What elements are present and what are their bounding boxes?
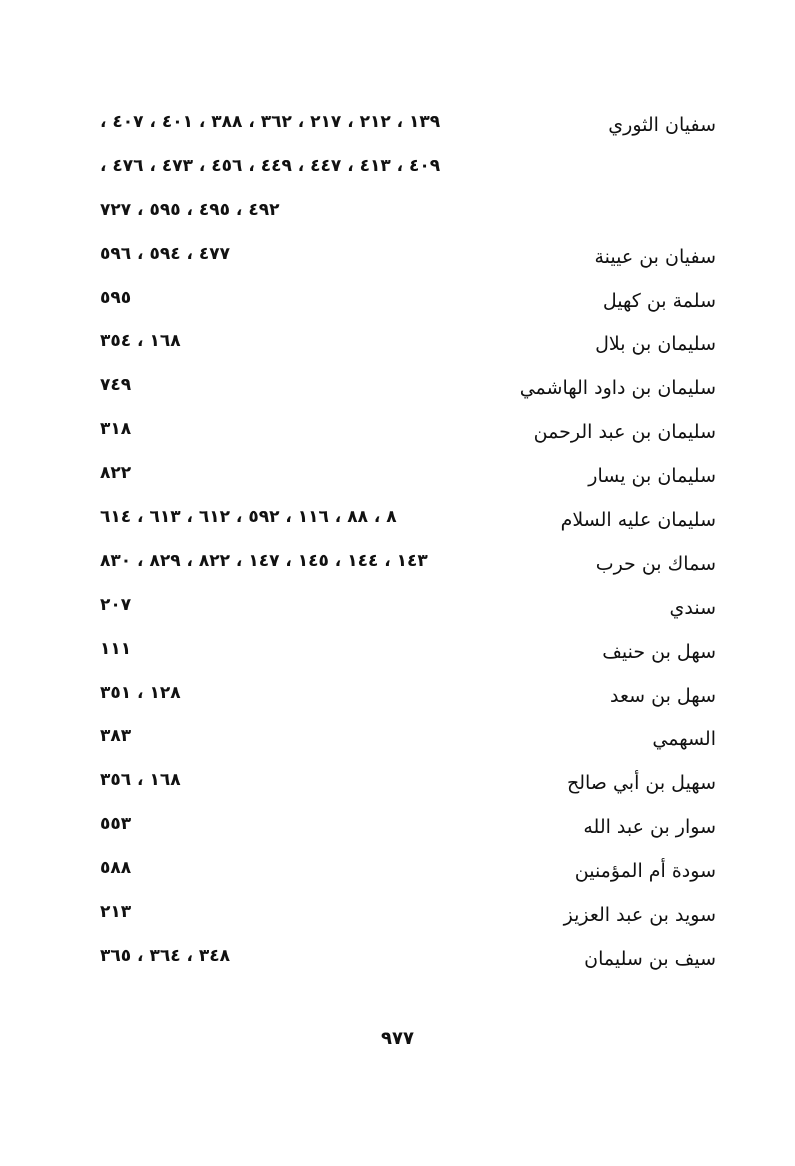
entry-pages: ٧٤٩ <box>100 375 132 396</box>
index-entry <box>100 679 716 723</box>
entry-name: سلمة بن كهيل <box>602 289 716 312</box>
entry-pages: ٥٩٥ <box>100 287 132 308</box>
entry-pages: ٤٧٧ ، ٥٩٤ ، ٥٩٦ <box>100 243 231 264</box>
entry-name: سودة أم المؤمنين <box>574 860 716 883</box>
entry-name: السهمي <box>652 728 716 751</box>
entry-pages: ٥٨٨ <box>100 858 132 879</box>
entry-pages: ٨ ، ٨٨ ، ١١٦ ، ٥٩٢ ، ٦١٢ ، ٦١٣ ، ٦١٤ <box>100 507 397 528</box>
entry-pages: ١٦٨ ، ٣٥٦ <box>100 770 181 791</box>
entry-name: سليمان عليه السلام <box>560 509 716 532</box>
index-entry <box>100 108 716 152</box>
index-entry <box>100 415 716 459</box>
entry-name: سهيل بن أبي صالح <box>566 772 716 795</box>
entry-name: سهل بن سعد <box>610 684 716 707</box>
entry-pages: ٥٥٣ <box>100 814 132 835</box>
entry-pages: ١٣٩ ، ٢١٢ ، ٢١٧ ، ٣٦٢ ، ٣٨٨ ، ٤٠١ ، ٤٠٧ ، <box>100 112 441 132</box>
index-entry <box>100 547 716 591</box>
entry-name: سفيان بن عيينة <box>594 245 716 268</box>
entry-name: سليمان بن يسار <box>588 465 716 488</box>
index-entry <box>100 635 716 679</box>
entry-name: سيف بن سليمان <box>584 947 716 970</box>
entry-pages: ٣٤٨ ، ٣٦٤ ، ٣٦٥ <box>100 945 231 966</box>
entry-pages: ٢١٣ <box>100 902 132 923</box>
index-entry <box>100 854 716 898</box>
entry-pages: ٣٨٣ <box>100 726 132 747</box>
entry-pages: ١٢٨ ، ٣٥١ <box>100 682 181 703</box>
page-number: ٩٧٧ <box>381 1028 414 1049</box>
index-entry <box>100 459 716 503</box>
entry-pages: ١١١ <box>100 638 132 659</box>
entry-pages: ٤٩٢ ، ٤٩٥ ، ٥٩٥ ، ٧٢٧ <box>100 199 280 220</box>
entry-name: سليمان بن عبد الرحمن <box>533 421 716 444</box>
entry-name: سندي <box>669 596 716 619</box>
index-entry <box>100 327 716 371</box>
entry-name: سماك بن حرب <box>595 552 716 575</box>
entry-pages: ٣١٨ <box>100 419 132 440</box>
entry-name: سفيان الثوري <box>608 114 716 136</box>
index-entry <box>100 152 716 196</box>
entry-pages: ١٤٣ ، ١٤٤ ، ١٤٥ ، ١٤٧ ، ٨٢٢ ، ٨٢٩ ، ٨٣٠ <box>100 550 428 571</box>
index-entry <box>100 898 716 942</box>
entry-name: سوار بن عبد الله <box>583 816 716 839</box>
index-entry <box>100 766 716 810</box>
index-entry <box>100 196 716 240</box>
index-entry <box>100 371 716 415</box>
index-list <box>100 108 716 986</box>
entry-pages: ٨٢٢ <box>100 463 132 484</box>
index-entry <box>100 284 716 328</box>
entry-pages: ١٦٨ ، ٣٥٤ <box>100 331 181 352</box>
index-entry <box>100 503 716 547</box>
entry-name: سليمان بن بلال <box>595 333 716 356</box>
entry-name: سليمان بن داود الهاشمي <box>519 377 716 400</box>
index-entry <box>100 942 716 986</box>
entry-name: سويد بن عبد العزيز <box>563 904 716 927</box>
index-entry <box>100 810 716 854</box>
entry-name: سهل بن حنيف <box>602 640 716 663</box>
index-entry <box>100 591 716 635</box>
index-entry <box>100 722 716 766</box>
entry-pages: ٢٠٧ <box>100 594 132 615</box>
entry-pages: ٤٠٩ ، ٤١٣ ، ٤٤٧ ، ٤٤٩ ، ٤٥٦ ، ٤٧٣ ، ٤٧٦ ، <box>100 155 441 176</box>
index-entry <box>100 240 716 284</box>
